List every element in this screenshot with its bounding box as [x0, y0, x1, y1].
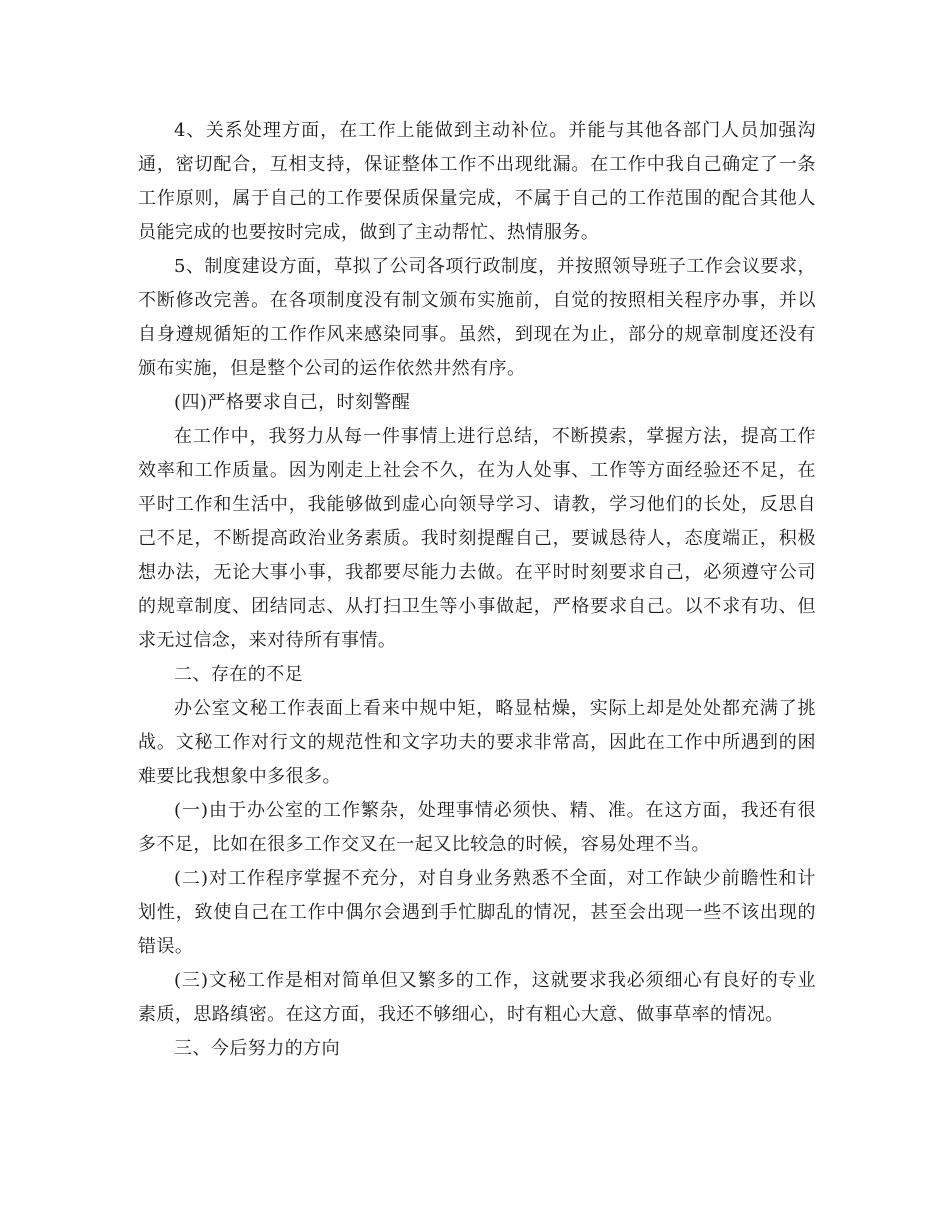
section-heading-future-direction: 三、今后努力的方向	[174, 1038, 341, 1059]
paragraph-self-discipline: 在工作中，我努力从每一件事情上进行总结，不断摸索，掌握方法，提高工作效率和工作质量。因为刚走上社会不久，在为人处事、工作等方面经验还不足，在平时工作和生活中，我能够做到虚心向领导学习、请教，学习他们的长处，反思自己不足，不断提高政治业务素质。我时刻提醒自己，要诚恳待人，态度端正，积极想办法，无论大事小事，我都要尽能力去做。在平时时刻要求自己，必须遵守公司的规章制度、团结同志、从打扫卫生等小事做起，严格要求自己。以不求有功、但求无过信念，来对待所有事情。	[138, 426, 816, 651]
paragraph-shortcomings-intro: 办公室文秘工作表面上看来中规中矩，略显枯燥，实际上却是处处都充满了挑战。文秘工作对行文的规范性和文字功夫的要求非常高，因此在工作中所遇到的困难要比我想象中多很多。	[138, 698, 816, 787]
document-body	[138, 114, 816, 1066]
paragraph-shortcoming-2: (二)对工作程序掌握不充分，对自身业务熟悉不全面，对工作缺少前瞻性和计划性，致使自己在工作中偶尔会遇到手忙脚乱的情况，甚至会出现一些不该出现的错误。	[138, 868, 816, 957]
paragraph-shortcoming-3: (三)文秘工作是相对简单但又繁多的工作，这就要求我必须细心有良好的专业素质，思路缜密。在这方面，我还不够细心，时有粗心大意、做事草率的情况。	[138, 970, 816, 1025]
section-heading-shortcomings: 二、存在的不足	[174, 664, 304, 685]
section-heading-self-discipline: (四)严格要求自己，时刻警醒	[174, 392, 411, 413]
paragraph-relationship-handling: 4、关系处理方面，在工作上能做到主动补位。并能与其他各部门人员加强沟通，密切配合，互相支持，保证整体工作不出现纰漏。在工作中我自己确定了一条工作原则，属于自己的工作要保质保量完成，不属于自己的工作范围的配合其他人员能完成的也要按时完成，做到了主动帮忙、热情服务。	[138, 120, 816, 243]
paragraph-system-building: 5、制度建设方面，草拟了公司各项行政制度，并按照领导班子工作会议要求，不断修改完善。在各项制度没有制文颁布实施前，自觉的按照相关程序办事，并以自身遵规循矩的工作作风来感染同事。虽然，到现在为止，部分的规章制度还没有颁布实施，但是整个公司的运作依然井然有序。	[138, 256, 816, 379]
paragraph-shortcoming-1: (一)由于办公室的工作繁杂，处理事情必须快、精、准。在这方面，我还有很多不足，比如在很多工作交叉在一起又比较急的时候，容易处理不当。	[138, 800, 816, 855]
